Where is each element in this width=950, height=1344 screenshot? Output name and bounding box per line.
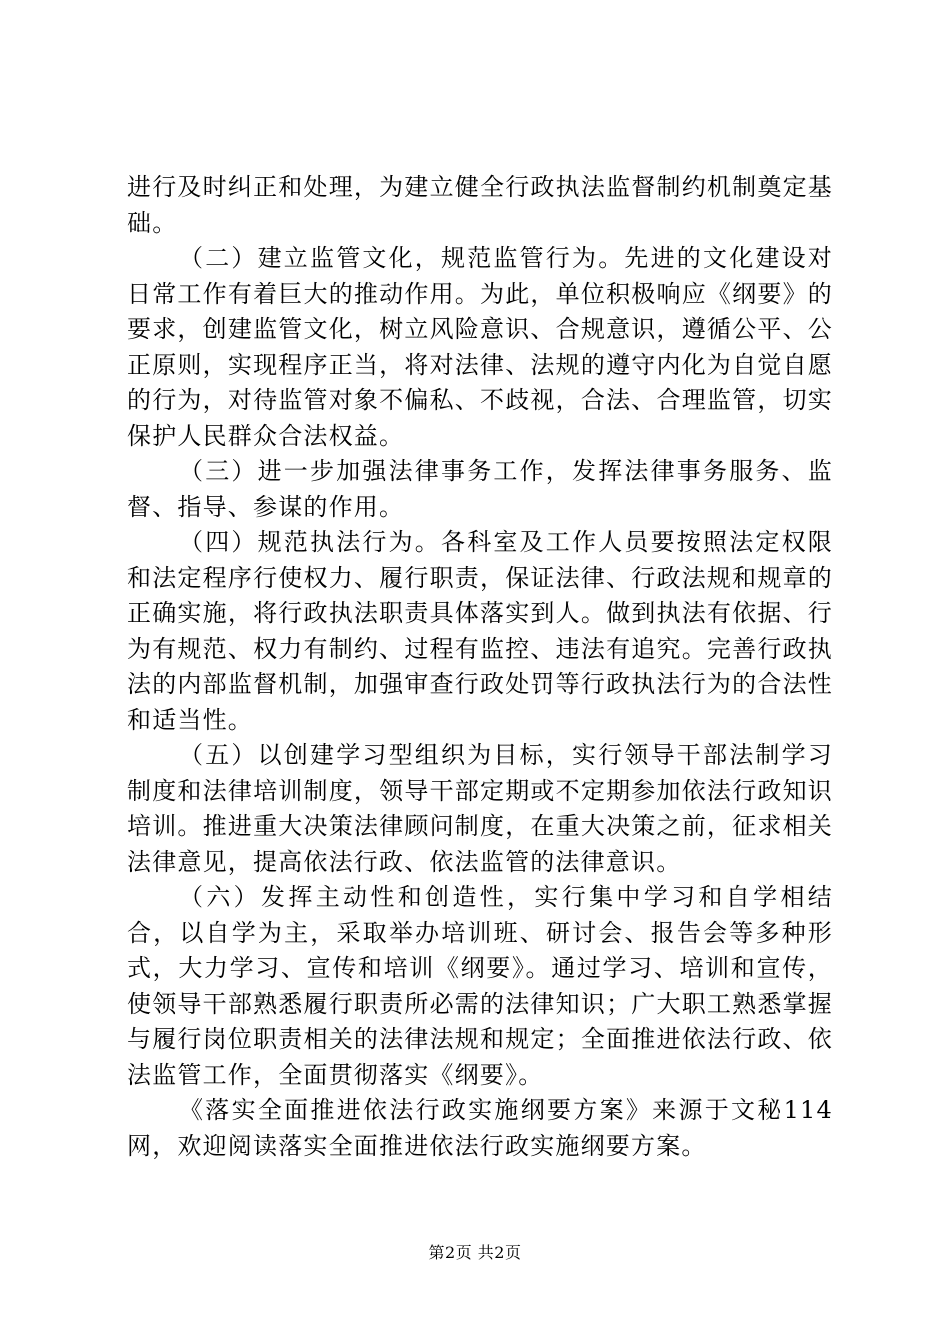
paragraph-section-6: （六）发挥主动性和创造性，实行集中学习和自学相结合，以自学为主，采取举办培训班、研讨会、报告会等多种形式，大力学习、宣传和培训《纲要》。通过学习、培训和宣传，使领导干部熟悉履行职责所必需的法律知识；广大职工熟悉掌握与履行岗位职责相关的法律法规和规定；全面推进依法行政、依法监管工作，全面贯彻落实《纲要》。: [127, 883, 833, 1089]
document-body: [127, 170, 833, 1164]
paragraph-section-2: （二）建立监管文化，规范监管行为。先进的文化建设对日常工作有着巨大的推动作用。为此，单位积极响应《纲要》的要求，创建监管文化，树立风险意识、合规意识，遵循公平、公正原则，实现程序正当，将对法律、法规的遵守内化为自觉自愿的行为，对待监管对象不偏私、不歧视，合法、合理监管，切实保护人民群众合法权益。: [127, 244, 833, 450]
paragraph-source-note: 《落实全面推进依法行政实施纲要方案》来源于文秘114网，欢迎阅读落实全面推进依法行政实施纲要方案。: [127, 1096, 833, 1160]
paragraph-section-5: （五）以创建学习型组织为目标，实行领导干部法制学习制度和法律培训制度，领导干部定期或不定期参加依法行政知识培训。推进重大决策法律顾问制度，在重大决策之前，征求相关法律意见，提高依法行政、依法监管的法律意识。: [127, 741, 833, 876]
paragraph-section-3: （三）进一步加强法律事务工作，发挥法律事务服务、监督、指导、参谋的作用。: [127, 457, 833, 521]
page-number-footer: 第2页 共2页: [428, 1243, 522, 1262]
paragraph-continuation: 进行及时纠正和处理，为建立健全行政执法监督制约机制奠定基础。: [127, 173, 833, 237]
paragraph-section-4: （四）规范执法行为。各科室及工作人员要按照法定权限和法定程序行使权力、履行职责，保证法律、行政法规和规章的正确实施，将行政执法职责具体落实到人。做到执法有依据、行为有规范、权力有制约、过程有监控、违法有追究。完善行政执法的内部监督机制，加强审查行政处罚等行政执法行为的合法性和适当性。: [127, 528, 833, 734]
